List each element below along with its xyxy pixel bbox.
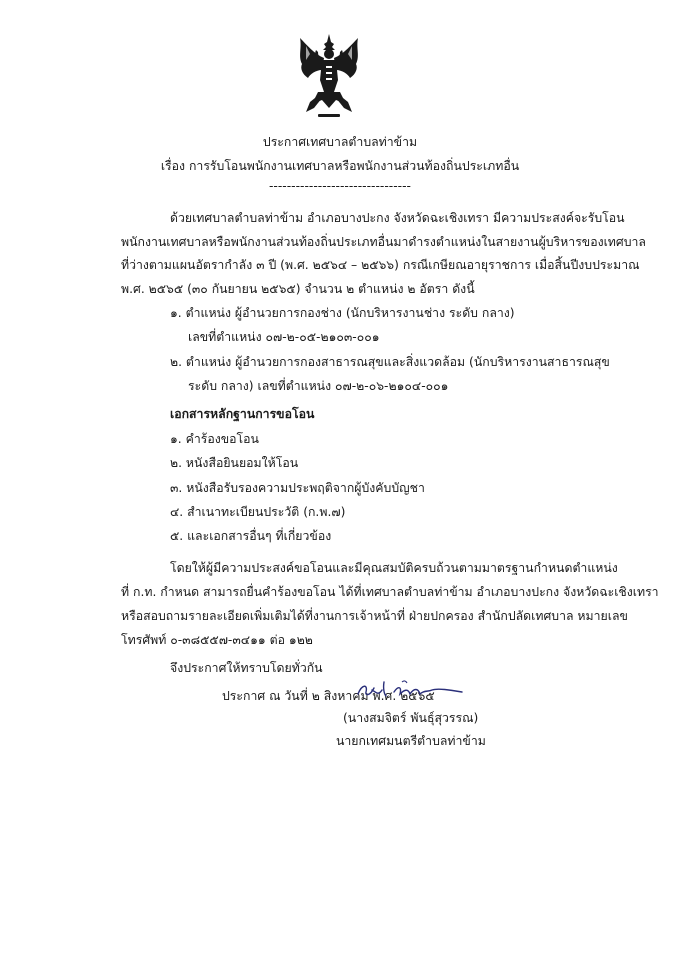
intro-line-4: พ.ศ. ๒๕๖๕ (๓๐ กันยายน ๒๕๖๕) จำนวน ๒ ตำแหน่ง ๒ อัตรา ดังนี้ [121, 282, 475, 296]
closing-line-4: โทรศัพท์ ๐-๓๘๕๕๗-๓๔๑๑ ต่อ ๑๒๒ [121, 633, 313, 647]
signature-icon [354, 678, 466, 702]
document-item-3: ๓. หนังสือรับรองความประพฤติจากผู้บังคับบัญชา [170, 481, 425, 495]
signatory-name: (นางสมจิตร์ พันธุ์สุวรรณ) [343, 711, 479, 725]
announce-line: จึงประกาศให้ทราบโดยทั่วกัน [170, 661, 323, 675]
garuda-emblem-icon [296, 34, 362, 118]
position-2-line-2: ระดับ กลาง) เลขที่ตำแหน่ง ๐๗-๒-๐๖-๒๑๐๔-๐๐๑ [188, 379, 449, 393]
closing-line-1: โดยให้ผู้มีความประสงค์ขอโอนและมีคุณสมบัติครบถ้วนตามมาตรฐานกำหนดตำแหน่ง [170, 561, 618, 575]
divider: -------------------------------- [269, 179, 411, 193]
document-item-4: ๔. สำเนาทะเบียนประวัติ (ก.พ.๗) [170, 505, 346, 519]
document-item-1: ๑. คำร้องขอโอน [170, 432, 259, 446]
document-item-2: ๒. หนังสือยินยอมให้โอน [170, 456, 299, 470]
intro-line-1: ด้วยเทศบาลตำบลท่าข้าม อำเภอบางปะกง จังหวัดฉะเชิงเทรา มีความประสงค์จะรับโอน [170, 211, 625, 225]
closing-line-3: หรือสอบถามรายละเอียดเพิ่มเติมได้ที่งานการเจ้าหน้าที่ ฝ่ายปกครอง สำนักปลัดเทศบาล หมายเลข [121, 609, 628, 623]
announcement-title: ประกาศเทศบาลตำบลท่าข้าม [262, 135, 418, 149]
date-line: ประกาศ ณ วันที่ ๒ สิงหาคม พ.ศ. ๒๕๖๕ [222, 689, 435, 703]
position-1-line-2: เลขที่ตำแหน่ง ๐๗-๒-๐๕-๒๑๐๓-๐๐๑ [188, 330, 380, 344]
position-1-line-1: ๑. ตำแหน่ง ผู้อำนวยการกองช่าง (นักบริหารงานช่าง ระดับ กลาง) [170, 306, 515, 320]
closing-line-2: ที่ ก.ท. กำหนด สามารถยื่นคำร้องขอโอน ได้ที่เทศบาลตำบลท่าข้าม อำเภอบางปะกง จังหวัดฉะเชิงเทรา [121, 585, 659, 599]
documents-heading: เอกสารหลักฐานการขอโอน [170, 407, 315, 421]
intro-line-3: ที่ว่างตามแผนอัตรากำลัง ๓ ปี (พ.ศ. ๒๕๖๔ – ๒๕๖๖) กรณีเกษียณอายุราชการ เมื่อสิ้นปีงบประมาณ [121, 258, 640, 272]
announcement-subject: เรื่อง การรับโอนพนักงานเทศบาลหรือพนักงานส่วนท้องถิ่นประเภทอื่น [160, 159, 520, 173]
signatory-title: นายกเทศมนตรีตำบลท่าข้าม [336, 734, 486, 748]
document-item-5: ๕. และเอกสารอื่นๆ ที่เกี่ยวข้อง [170, 529, 332, 543]
position-2-line-1: ๒. ตำแหน่ง ผู้อำนวยการกองสาธารณสุขและสิ่งแวดล้อม (นักบริหารงานสาธารณสุข [170, 355, 610, 369]
intro-line-2: พนักงานเทศบาลหรือพนักงานส่วนท้องถิ่นประเภทอื่นมาดำรงตำแหน่งในสายงานผู้บริหารของเทศบาล [121, 235, 646, 249]
